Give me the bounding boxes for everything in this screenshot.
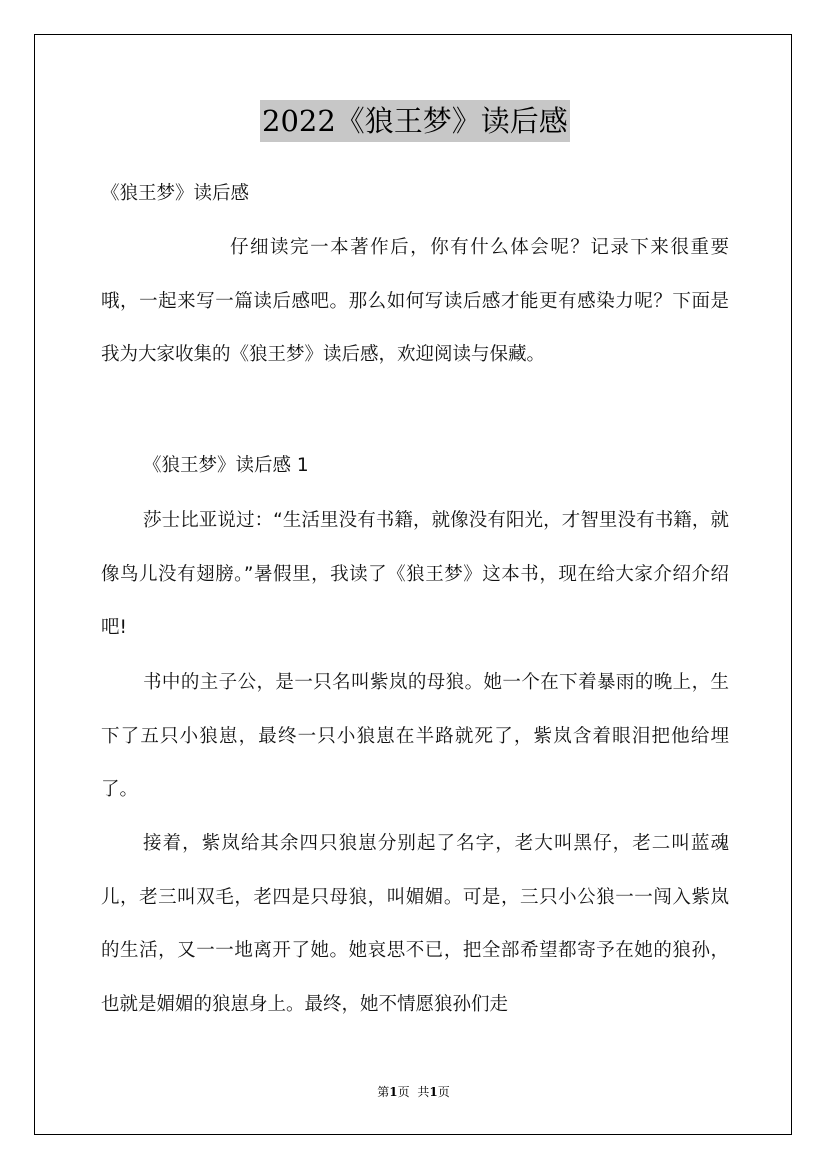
page-suffix: 页 <box>397 1085 410 1099</box>
total-suffix: 页 <box>437 1085 450 1099</box>
body-paragraph-2: 书中的主子公，是一只名叫紫岚的母狼。她一个在下着暴雨的晚上，生下了五只小狼崽，最终一只小狼崽在半路就死了，紫岚含着眼泪把他给埋了。 <box>101 672 729 800</box>
intro-paragraph: 仔细读完一本著作后，你有什么体会呢？记录下来很重要哦，一起来写一篇读后感吧。那么如何写读后感才能更有感染力呢？下面是我为大家收集的《狼王梦》读后感，欢迎阅读与保藏。 <box>101 237 729 365</box>
document-subtitle: 《狼王梦》读后感 <box>101 183 250 204</box>
document-title: 2022《狼王梦》读后感 <box>260 100 570 142</box>
total-pages: 1 <box>429 1085 438 1099</box>
page-footer <box>0 1083 827 1100</box>
page-prefix: 第 <box>377 1085 390 1099</box>
section-heading: 《狼王梦》读后感 1 <box>143 455 309 476</box>
total-prefix: 共 <box>417 1085 430 1099</box>
page-number: 1 <box>389 1085 398 1099</box>
body-paragraph-3: 接着，紫岚给其余四只狼崽分别起了名字，老大叫黑仔，老二叫蓝魂儿，老三叫双毛，老四是只母狼，叫媚媚。可是，三只小公狼一一闯入紫岚的生活，又一一地离开了她。她哀思不已，把全部希望都寄予在她的狼孙，也就是媚媚的狼崽身上。最终，她不情愿狼孙们走 <box>101 833 729 1015</box>
body-paragraph-1: 莎士比亚说过：“生活里没有书籍，就像没有阳光，才智里没有书籍，就像鸟儿没有翅膀。”暑假里，我读了《狼王梦》这本书，现在给大家介绍介绍吧! <box>101 510 729 638</box>
